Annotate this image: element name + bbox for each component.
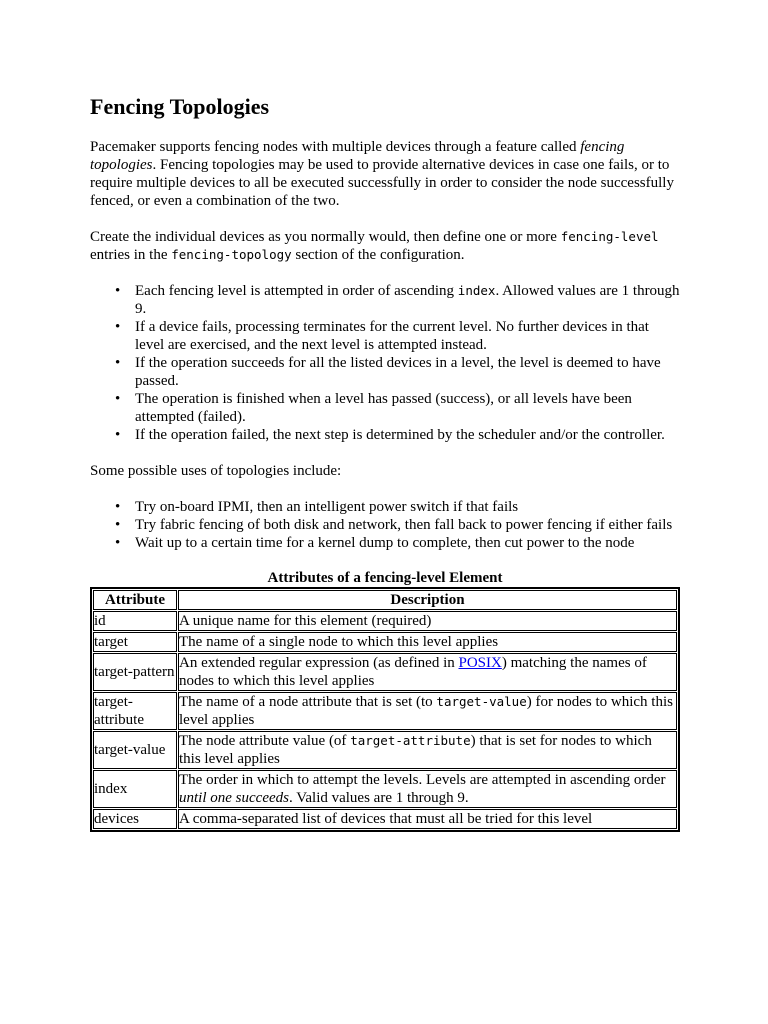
description-text: The node attribute value (of — [179, 733, 351, 749]
target-attribute-code: target-attribute — [350, 733, 471, 748]
rule-text-rest: . Allowed values are 1 through 9. — [135, 283, 680, 317]
create-text-3: section of the configuration. — [291, 247, 465, 263]
list-item: • The operation is finished when a level has passed (success), or all levels have been attempted (failed). — [135, 390, 680, 426]
description-text-rest: ) for nodes to which this level applies — [179, 694, 673, 728]
table-row — [93, 731, 677, 769]
description-cell — [178, 770, 677, 808]
description-cell — [178, 653, 677, 691]
intro-emphasis: fencing topologies — [90, 139, 625, 173]
description-cell: A unique name for this element (required) — [178, 611, 677, 631]
rules-list — [90, 282, 680, 444]
list-item: • If the operation failed, the next step is determined by the scheduler and/or the controller. — [135, 426, 680, 444]
index-code: index — [457, 283, 496, 298]
description-text: The name of a node attribute that is set (to — [179, 694, 437, 710]
list-item: • Try fabric fencing of both disk and network, then fall back to power fencing if either fails — [135, 516, 680, 534]
attribute-cell: target — [93, 632, 177, 652]
attribute-column-header: Attribute — [93, 590, 177, 610]
list-item: • Wait up to a certain time for a kernel dump to complete, then cut power to the node — [135, 534, 680, 552]
rule-text: Each fencing level is attempted in order of ascending — [135, 283, 458, 299]
posix-link[interactable]: POSIX — [458, 655, 502, 671]
description-text-rest: ) matching the names of nodes to which this level applies — [179, 655, 647, 689]
table-caption: Attributes of a fencing-level Element — [267, 570, 503, 586]
list-item: • If the operation succeeds for all the listed devices in a level, the level is deemed to have passed. — [135, 354, 680, 390]
intro-text: Pacemaker supports fencing nodes with multiple devices through a feature called — [90, 139, 581, 155]
attribute-cell: devices — [93, 809, 177, 829]
attribute-cell: target-attribute — [93, 692, 177, 730]
create-paragraph — [90, 228, 680, 264]
list-item: • Try on-board IPMI, then an intelligent power switch if that fails — [135, 498, 680, 516]
description-text-rest: ) that is set for nodes to which this level applies — [179, 733, 652, 767]
table-row — [93, 770, 677, 808]
table-row — [93, 692, 677, 730]
table-row — [93, 809, 677, 829]
create-text-2: entries in the — [90, 247, 172, 263]
description-column-header: Description — [178, 590, 677, 610]
description-cell: The name of a single node to which this level applies — [178, 632, 677, 652]
table-header-row — [93, 590, 677, 610]
table-row — [93, 611, 677, 631]
description-text-rest: . Valid values are 1 through 9. — [288, 790, 469, 806]
list-item: • If a device fails, processing terminates for the current level. No further devices in that level are exercised, and the next level is attempted instead. — [135, 318, 680, 354]
description-text: An extended regular expression (as defined in — [179, 655, 459, 671]
attribute-cell: target-value — [93, 731, 177, 769]
uses-list — [90, 498, 680, 552]
description-text: The order in which to attempt the levels. Levels are attempted in ascending order — [179, 772, 666, 788]
fencing-topology-code: fencing-topology — [171, 247, 292, 262]
description-cell: A comma-separated list of devices that must all be tried for this level — [178, 809, 677, 829]
attribute-cell: index — [93, 770, 177, 808]
attribute-cell: target-pattern — [93, 653, 177, 691]
description-cell — [178, 692, 677, 730]
target-value-code: target-value — [436, 694, 527, 709]
create-text-1: Create the individual devices as you normally would, then define one or more — [90, 229, 561, 245]
attribute-cell: id — [93, 611, 177, 631]
document-page — [90, 92, 680, 832]
page-title: Fencing Topologies — [90, 94, 270, 119]
description-emphasis: until one succeeds — [179, 790, 289, 806]
list-item — [135, 282, 680, 318]
table-row — [93, 653, 677, 691]
intro-paragraph — [90, 138, 680, 210]
attributes-table — [90, 587, 680, 832]
description-cell — [178, 731, 677, 769]
intro-text-rest: . Fencing topologies may be used to provide alternative devices in case one fails, or to require multiple devices to all be executed successfully in order to consider the node successfully fenced, or even a combination of the two. — [90, 157, 674, 209]
fencing-level-code: fencing-level — [560, 229, 659, 244]
uses-intro: Some possible uses of topologies include: — [90, 463, 342, 479]
table-row — [93, 632, 677, 652]
